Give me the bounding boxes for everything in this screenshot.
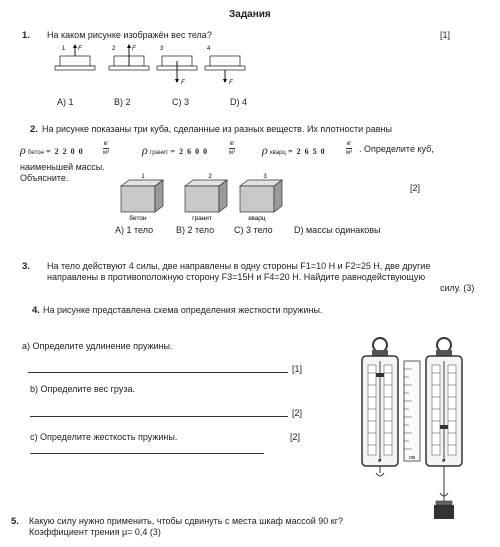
rho-symbol-2: ρ: [142, 143, 148, 157]
q1-option-a: A) 1: [57, 97, 74, 107]
q2-density-kvarc: [262, 143, 326, 158]
q1-option-d: D) 4: [230, 97, 248, 107]
q2-densities: [20, 143, 84, 158]
q5-number: 5.: [11, 516, 19, 527]
q2-option-d: D) массы одинаковы: [294, 225, 381, 235]
rho-symbol-3: ρ: [262, 143, 268, 157]
q1-text: На каком рисунке изображён вес тела?: [47, 30, 212, 40]
q1-option-b: B) 2: [114, 97, 131, 107]
q4-a-mark: [1]: [292, 364, 303, 374]
q3-line2: направлены в противоположную сторону F3=15Н и F4=20 Н. Найдите равнодействующую: [47, 272, 426, 282]
dynamometer-figure: [352, 333, 472, 523]
unit-fraction-1: кг м³: [103, 141, 110, 156]
q1-fig-label-1: 1: [62, 46, 66, 52]
q1-fig-label-2: 2: [112, 46, 116, 52]
q3-number: 3.: [22, 261, 30, 272]
q1-force-2: F: [132, 46, 136, 52]
q5-line1: Какую силу нужно применить, чтобы сдвинуть с места шкаф массой 90 кг?: [29, 516, 344, 526]
left-dyn-label: кг: [377, 458, 383, 464]
q2-density-granit: [142, 143, 208, 158]
cube-name-3: кварц: [248, 215, 266, 222]
q4-b-mark: [2]: [292, 408, 303, 418]
kvarc-sub: кварц: [270, 150, 286, 156]
q1-fig-label-4: 4: [207, 46, 211, 52]
granit-value: = 2 6 0 0: [170, 147, 209, 156]
q1-option-c: C) 3: [172, 97, 190, 107]
rho-symbol-1: ρ: [20, 143, 26, 157]
q1-fig-label-3: 3: [160, 46, 164, 52]
q2-number: 2.: [30, 124, 38, 135]
q1-number: 1.: [22, 30, 30, 41]
cube-number-2: 2: [208, 174, 212, 180]
q4-c-mark: [2]: [290, 432, 301, 442]
q4-number: 4.: [32, 305, 40, 316]
q4-b: b) Определите вес груза.: [30, 384, 135, 394]
cube-name-1: бетон: [129, 215, 147, 222]
q2-after: . Определите куб,: [359, 144, 434, 154]
q4-a: a) Определите удлинение пружины.: [22, 341, 173, 351]
q4-a-answer-line[interactable]: [28, 372, 288, 373]
cube-number-1: 1: [141, 174, 145, 180]
q3-line1: На тело действуют 4 силы, две направлены в одну стороны F1=10 Н и F2=25 Н, две другие: [47, 261, 431, 271]
q3-line3: силу. (3): [440, 283, 475, 293]
q4-b-answer-line[interactable]: [30, 416, 288, 417]
q4-c-answer-line[interactable]: [30, 453, 264, 454]
unit-fraction-3: кг м³: [346, 141, 353, 156]
q4-c: c) Определите жесткость пружины.: [30, 432, 178, 442]
ruler-label: см: [409, 455, 415, 461]
q2-line3: Объясните.: [20, 173, 69, 183]
q2-line1: На рисунке показаны три куба, сделанные из разных веществ. Их плотности равны: [42, 124, 392, 134]
q1-force-4: F: [229, 80, 233, 86]
q2-option-a: A) 1 тело: [115, 225, 154, 235]
beton-value: = 2 2 0 0: [46, 147, 84, 156]
q2-line2: наименьшей массы.: [20, 162, 105, 172]
granit-sub: гранит: [150, 150, 169, 156]
kvarc-value: = 2 6 5 0: [288, 147, 326, 156]
unit-fraction-2: кг м³: [229, 141, 236, 156]
right-dyn-label: кг: [441, 458, 447, 464]
q1-mark: [1]: [440, 30, 451, 40]
cube-number-3: 3: [263, 174, 267, 180]
q1-force-3: F: [181, 80, 185, 86]
cube-name-2: гранит: [192, 215, 212, 222]
beton-sub: бетон: [28, 150, 44, 156]
page-title: Задания: [229, 9, 271, 20]
q1-force-1: F: [78, 46, 82, 52]
q2-option-b: B) 2 тело: [176, 225, 215, 235]
q2-mark: [2]: [410, 183, 421, 193]
q5-line2: Коэффициент трения μ= 0,4 (3): [29, 527, 161, 537]
q2-option-c: C) 3 тело: [234, 225, 273, 235]
q4-text: На рисунке представлена схема определения жесткости пружины.: [43, 305, 323, 315]
q2-cubes: [115, 170, 295, 230]
q1-figures: [52, 42, 252, 90]
